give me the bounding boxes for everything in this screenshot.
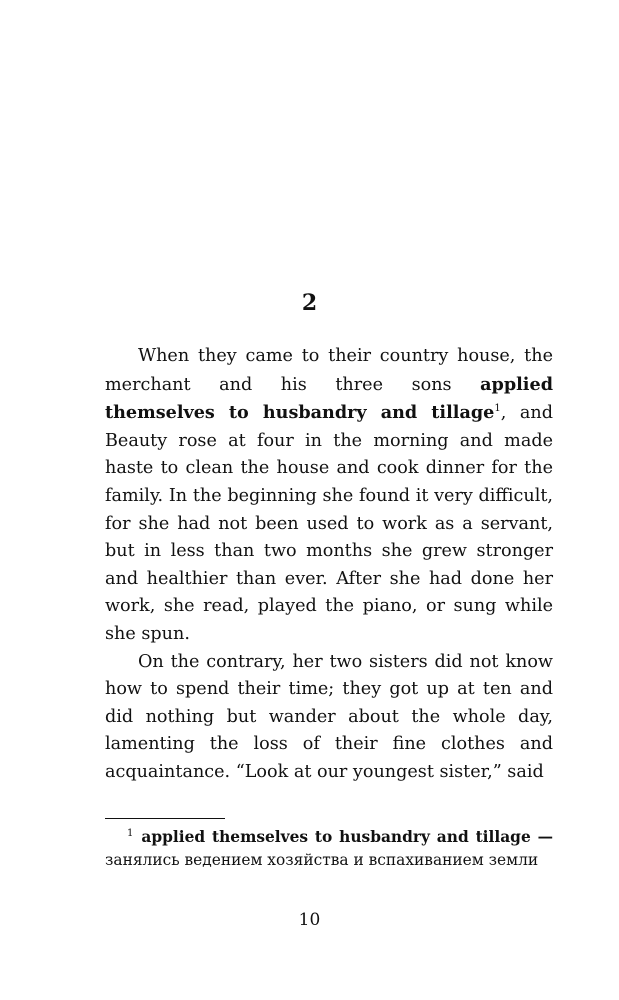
footnote-term: applied themselves to husbandry and tillage — [141, 828, 531, 846]
footnote — [105, 826, 553, 872]
footnote-reference: 1 — [494, 403, 501, 415]
paragraph-1-text-after: , and Beauty rose at four in the morning and made haste to clean the house and cook dinner for the family. In the beginning she found it very difficult, for she had not been used to work as a servant, but in less than two months she grew stronger and healthier than ever. After she had done her work, she read, played the piano, or sung while she spun. — [105, 403, 553, 644]
chapter-number: 2 — [301, 290, 318, 316]
footnote-marker: 1 — [127, 828, 134, 839]
paragraph-2: On the contrary, her two sisters did not know how to spend their time; they got up at ten and did nothing but wander about the whole day, lamenting the loss of their fine clothes and acquaintance. “Look at our youngest sister,” said — [105, 651, 553, 782]
footnote-translation: занялись ведением хозяйства и вспахиванием земли — [105, 851, 539, 869]
page-number: 10 — [298, 910, 321, 930]
glossed-phrase: applied themselves to husbandry and tillage — [105, 373, 553, 424]
footnote-dash: — — [530, 828, 553, 846]
body-text — [105, 343, 553, 787]
paragraph-1 — [105, 343, 553, 649]
paragraph-1-text-before: When they came to their country house, the merchant and his three sons — [105, 346, 553, 395]
footnote-divider — [105, 818, 225, 819]
